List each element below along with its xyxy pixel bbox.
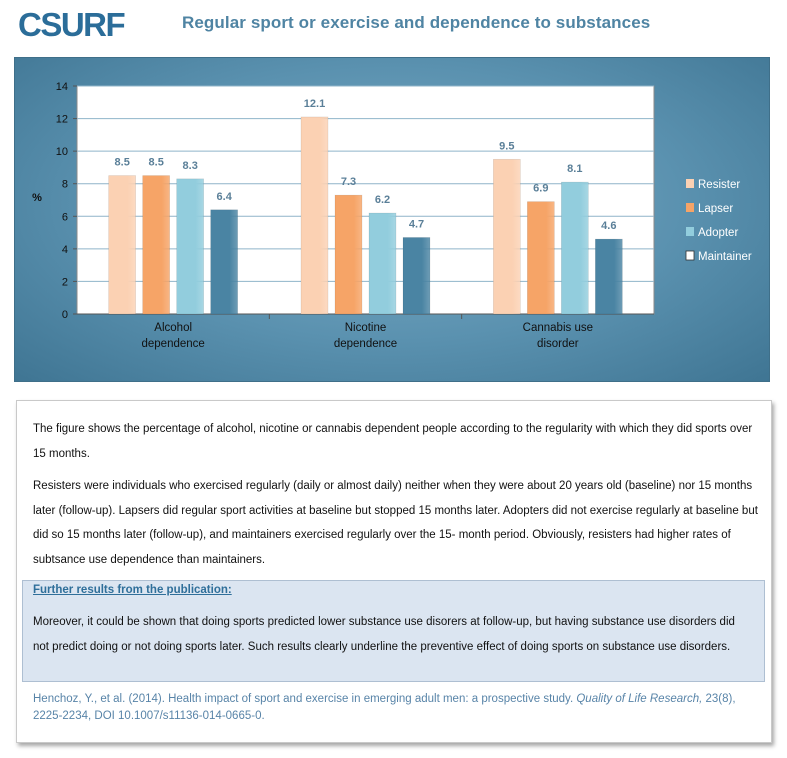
figure-description: The figure shows the percentage of alcohol, nicotine or cannabis dependent people according to the regularity with which they did sports over 15 months. [33, 423, 753, 460]
bar-resister-1 [301, 117, 328, 314]
legend-swatch-resister [686, 179, 694, 188]
further-results-box [22, 580, 765, 682]
bar-chart [15, 58, 771, 383]
legend-swatch-maintainer [686, 251, 694, 260]
data-label: 8.5 [114, 156, 130, 169]
citation-details: 23(8), 2225-2234, DOI 10.1007/s11136-014-0665-0. [33, 693, 736, 722]
data-label: 8.5 [148, 156, 164, 169]
y-tick-label: 0 [61, 309, 68, 321]
data-label: 7.3 [340, 176, 357, 189]
data-label: 8.3 [182, 159, 198, 172]
bar-lapser-1 [335, 195, 362, 314]
bar-adopter-2 [561, 182, 588, 314]
groups-description: Resisters were individuals who exercised regularly (daily or almost daily) neither when they were about 20 years old (baseline) nor 15 months later (follow-up). Lapsers did regular sport activities at baseline but stopped 15 months later. Adopters did not exercise regularly at baseline but did so 15 months later (follow-up), and maintainers exercised regularly over the 15- month period. Obviously, resisters had higher rates of subtsance use dependence than maintainers. [33, 480, 758, 566]
x-category-label: Cannabis use [522, 322, 593, 334]
citation-authors: Henchoz, Y., et al. (2014). Health impact of sport and exercise in emerging adult men: a prospective study. [33, 693, 577, 705]
x-category-label: dependence [141, 338, 205, 350]
bar-resister-0 [109, 176, 136, 314]
bar-lapser-0 [143, 176, 170, 314]
data-label: 6.9 [533, 182, 549, 195]
legend-label: Lapser [698, 203, 734, 215]
data-label: 4.6 [601, 220, 617, 233]
citation-journal: Quality of Life Research, [576, 693, 703, 705]
y-tick-label: 4 [61, 243, 68, 256]
bar-resister-2 [493, 159, 520, 314]
csurf-logo [18, 6, 143, 42]
y-tick-label: 6 [61, 211, 68, 224]
legend-label: Resister [698, 179, 741, 191]
y-tick-label: 8 [61, 178, 68, 191]
data-label: 8.1 [567, 163, 583, 176]
data-label: 12.1 [303, 97, 326, 110]
data-label: 4.7 [408, 218, 425, 231]
x-category-label: Alcohol [154, 322, 193, 334]
legend-label: Maintainer [698, 251, 752, 263]
x-category-label: Nicotine [344, 322, 387, 334]
further-results-text: Moreover, it could be shown that doing sports predicted lower substance use disorers at follow-up, but having substance use disorders did not predict doing or not doing sports later. Such results clearly underline the preventive effect of doing sports on substance use disorders. [33, 616, 735, 653]
logo-text: CSURF [18, 6, 125, 42]
bar-maintainer-2 [595, 239, 622, 314]
bar-maintainer-0 [211, 210, 238, 314]
legend-swatch-adopter [686, 227, 694, 236]
legend-label: Adopter [698, 227, 739, 239]
page-title: Regular sport or exercise and dependence to substances [182, 13, 651, 32]
y-tick-label: 2 [61, 276, 68, 289]
x-category-label: disorder [537, 338, 579, 350]
y-axis-label: % [32, 192, 42, 204]
y-tick-label: 12 [55, 113, 68, 126]
info-box [16, 400, 772, 743]
y-tick-label: 10 [55, 146, 68, 159]
data-label: 6.2 [374, 194, 391, 207]
bar-maintainer-1 [403, 237, 430, 314]
bar-adopter-1 [369, 213, 396, 314]
legend-swatch-lapser [686, 203, 694, 212]
bar-lapser-2 [527, 202, 554, 314]
citation [33, 691, 761, 725]
chart-panel [14, 57, 770, 382]
bar-adopter-0 [177, 179, 204, 314]
x-category-label: dependence [333, 338, 398, 350]
data-label: 9.5 [499, 140, 515, 153]
data-label: 6.4 [216, 190, 232, 203]
y-tick-label: 14 [55, 81, 68, 93]
further-results-heading: Further results from the publication: [33, 584, 232, 596]
